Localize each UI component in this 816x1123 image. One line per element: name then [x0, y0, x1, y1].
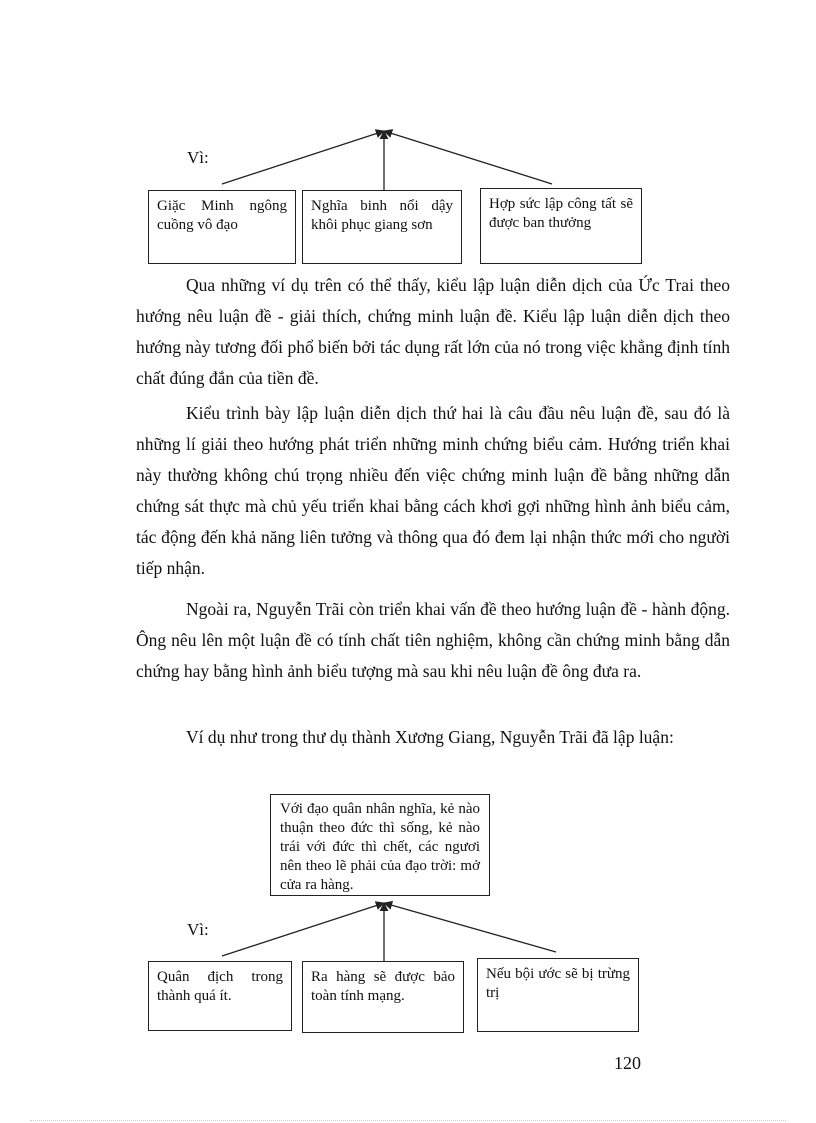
paragraph-2: Kiểu trình bày lập luận diễn dịch thứ hai là câu đầu nêu luận đề, sau đó là những lí giải theo hướng phát triển những minh chứng biểu cảm. Hướng triển khai này thường không chú trọng nhiều đến việc chứng minh luận đề bằng những dẫn chứng sát thực mà chủ yếu triển khai bằng cách khơi gợi những hình ảnh biểu cảm, tác động đến khả năng liên tưởng và thông qua đó đem lại nhận thức mới cho người tiếp nhận.: [136, 403, 730, 578]
reason-box-2: Ra hàng sẽ được bảo toàn tính mạng.: [302, 961, 464, 1033]
arrow-line-right: [384, 903, 556, 952]
arrow-line-left: [222, 903, 384, 956]
reason-box-2: Nghĩa binh nổi dậy khôi phục giang sơn: [302, 190, 462, 264]
reason-box-3: Hợp sức lập công tất sẽ được ban thưởng: [480, 188, 642, 264]
page-number: 120: [614, 1053, 641, 1073]
thesis-box: Với đạo quân nhân nghĩa, kẻ nào thuận theo đức thì sống, kẻ nào trái với đức thì chết, các ngươi nên theo lẽ phải của đạo trời: mở cửa ra hàng.: [270, 794, 490, 896]
arrow-line-right: [384, 131, 552, 184]
vi-label: Vì:: [187, 920, 209, 939]
reason-box-1: Giặc Minh ngông cuồng vô đạo: [148, 190, 296, 264]
vi-label: Vì:: [187, 148, 209, 167]
paragraph-4: Ví dụ như trong thư dụ thành Xương Giang, Nguyễn Trãi đã lập luận:: [186, 727, 674, 747]
reason-box-1: Quân địch trong thành quá ít.: [148, 961, 292, 1031]
paragraph-3: Ngoài ra, Nguyễn Trãi còn triển khai vấn đề theo hướng luận đề - hành động. Ông nêu lên một luận đề có tính chất tiên nghiệm, không cần chứng minh bằng dẫn chứng hay bằng hình ảnh biểu tượng mà sau khi nêu luận đề ông đưa ra.: [136, 599, 730, 681]
reason-box-3: Nếu bội ước sẽ bị trừng trị: [477, 958, 639, 1032]
arrow-line-left: [222, 131, 384, 184]
footer-divider: [30, 1120, 786, 1121]
paragraph-1: Qua những ví dụ trên có thể thấy, kiểu lập luận diễn dịch của Ức Trai theo hướng nêu luận đề - giải thích, chứng minh luận đề. Kiểu lập luận diễn dịch theo hướng này tương đối phổ biến bởi tác dụng rất lớn của nó trong việc khẳng định tính chất đúng đắn của tiền đề.: [136, 275, 730, 388]
